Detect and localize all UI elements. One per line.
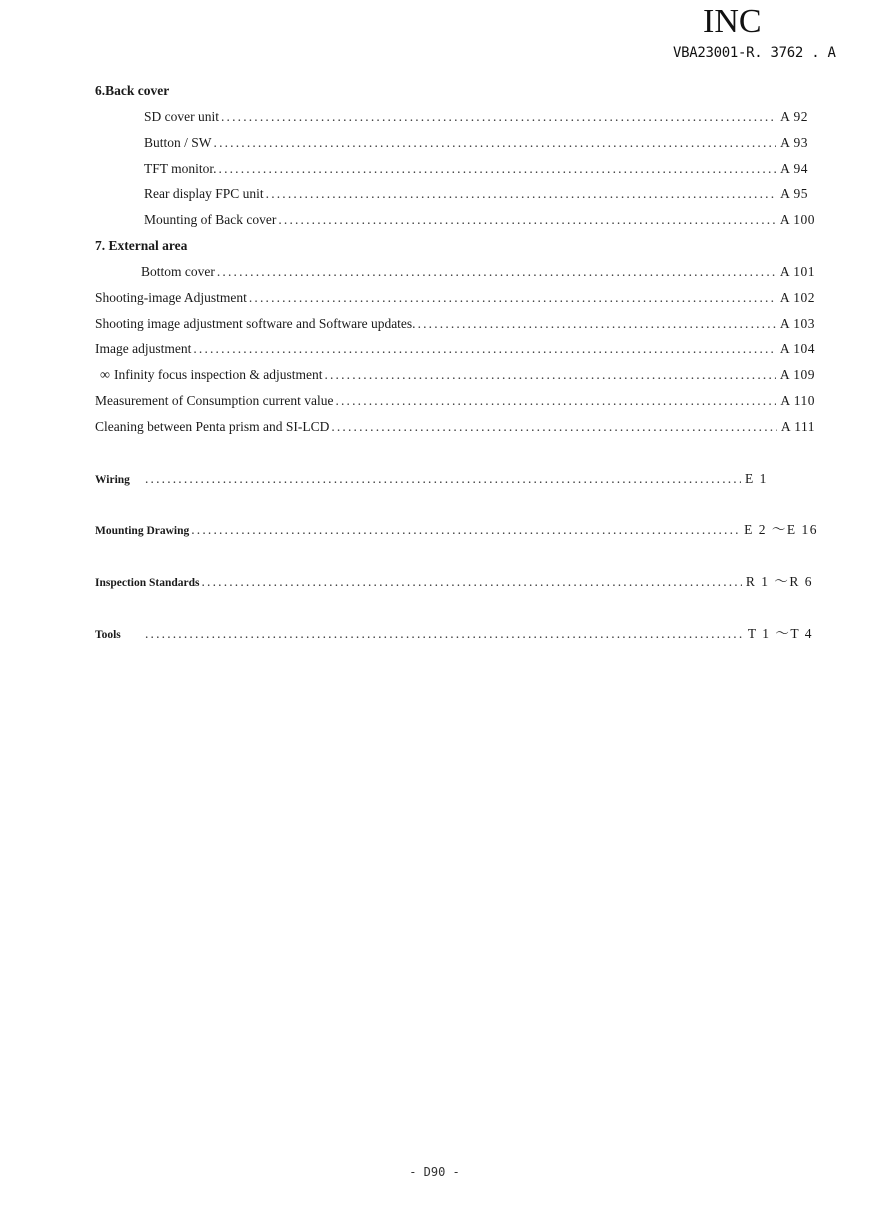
toc-page: A 104 <box>779 341 815 356</box>
toc-row-infinity-focus[interactable] <box>100 367 815 384</box>
infinity-icon: ∞ <box>100 368 110 383</box>
header-title: INC <box>703 3 762 40</box>
toc-label: Inspection Standards <box>95 577 200 589</box>
dot-leader <box>145 626 744 642</box>
toc-page: T 1 ～T 4 <box>747 626 813 641</box>
dot-leader <box>249 290 776 306</box>
toc-label: Cleaning between Penta prism and SI-LCD <box>95 419 330 434</box>
toc-label: Bottom cover <box>141 264 215 279</box>
toc-label: Tools <box>95 629 121 641</box>
toc-page: A 101 <box>779 264 815 279</box>
toc-row-adjustment-software[interactable] <box>95 316 815 332</box>
toc-label: Rear display FPC unit <box>144 186 264 201</box>
dot-leader <box>217 264 776 280</box>
toc-row-bottom-cover[interactable] <box>141 264 815 280</box>
toc-page: E 1 <box>745 471 768 486</box>
dot-leader <box>193 341 776 357</box>
toc-page: A 111 <box>780 419 815 434</box>
toc-label: Mounting of Back cover <box>144 212 277 227</box>
toc-page: A 94 <box>780 161 808 176</box>
toc-label: Shooting-image Adjustment <box>95 290 247 305</box>
dot-leader <box>278 212 776 228</box>
toc-page: A 100 <box>779 212 815 227</box>
toc-label: Wiring <box>95 474 130 486</box>
document-code: VBA23001-R. 3762 . A <box>673 45 836 61</box>
toc-label: Mounting Drawing <box>95 525 190 537</box>
toc-page: E 2 ～E 16 <box>744 522 818 537</box>
toc-label: Measurement of Consumption current value <box>95 393 334 408</box>
toc-page: A 102 <box>779 290 815 305</box>
toc-row-mounting-drawing[interactable] <box>95 522 818 539</box>
toc-row-inspection-standards[interactable] <box>95 574 813 591</box>
dot-leader <box>221 109 776 125</box>
dot-leader <box>191 522 740 538</box>
toc-page: A 109 <box>779 367 815 382</box>
toc-label: Shooting image adjustment software and Software updates. <box>95 316 416 331</box>
toc-row-tools[interactable] <box>95 626 813 643</box>
toc-page: R 1 ～R 6 <box>745 574 813 589</box>
toc-page: A 93 <box>780 135 808 150</box>
page-number: - D90 - <box>409 1165 460 1179</box>
toc-page: A 95 <box>780 186 808 201</box>
toc-page: A 110 <box>780 393 815 408</box>
toc-label: Image adjustment <box>95 341 192 356</box>
dot-leader <box>331 419 777 435</box>
toc-row-consumption-current[interactable] <box>95 393 815 409</box>
dot-leader <box>418 316 776 332</box>
toc-row-sd-cover-unit[interactable] <box>144 109 808 125</box>
dot-leader <box>145 471 741 487</box>
toc-page: A 92 <box>780 109 808 124</box>
section-heading-external-area: 7. External area <box>95 238 188 253</box>
toc-label: TFT monitor. <box>144 161 217 176</box>
toc-row-image-adjustment[interactable] <box>95 341 815 357</box>
section-heading-back-cover: 6.Back cover <box>95 83 170 98</box>
toc-row-rear-display-fpc[interactable] <box>144 186 808 202</box>
toc-label: Infinity focus inspection & adjustment <box>113 367 323 382</box>
toc-row-button-sw[interactable] <box>144 135 808 151</box>
toc-label: Button / SW <box>144 135 212 150</box>
dot-leader <box>266 186 776 202</box>
toc-row-wiring[interactable] <box>95 471 775 488</box>
toc-row-cleaning-penta-prism[interactable] <box>95 419 815 435</box>
dot-leader <box>214 135 777 151</box>
toc-row-shooting-image-adjustment[interactable] <box>95 290 815 306</box>
dot-leader <box>202 574 742 590</box>
dot-leader <box>324 367 775 383</box>
toc-row-mounting-back-cover[interactable] <box>144 212 815 228</box>
toc-label: SD cover unit <box>144 109 219 124</box>
dot-leader <box>219 161 777 177</box>
dot-leader <box>335 393 776 409</box>
toc-page: A 103 <box>779 316 815 331</box>
toc-row-tft-monitor[interactable] <box>144 161 808 177</box>
